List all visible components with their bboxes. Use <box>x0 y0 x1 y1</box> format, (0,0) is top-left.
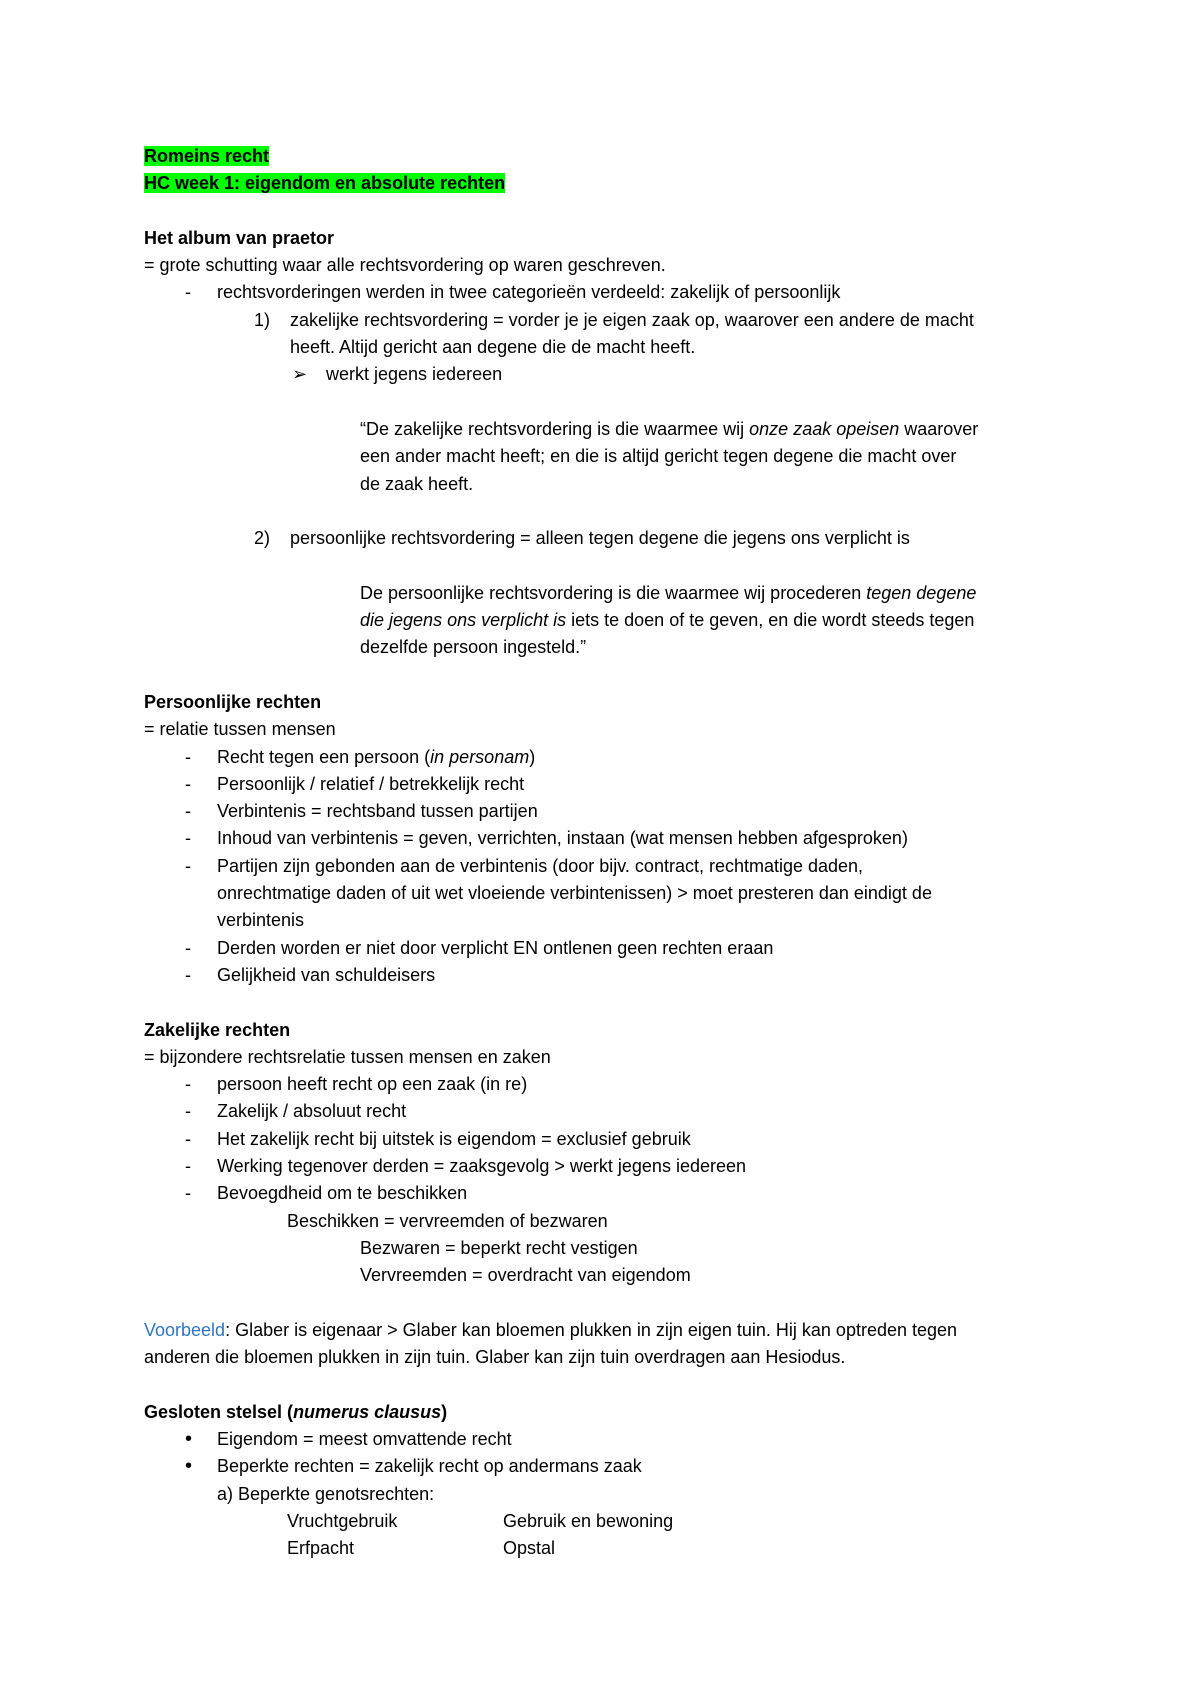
table-row: Vruchtgebruik Gebruik en bewoning <box>287 1510 674 1531</box>
dash-marker: - <box>185 1101 191 1122</box>
section-definition: = grote schutting waar alle rechtsvordering op waren geschreven. <box>144 255 666 276</box>
list-item: - Gelijkheid van schuldeisers <box>144 962 1064 989</box>
sub-heading: a) Beperkte genotsrechten: <box>217 1483 435 1504</box>
dash-marker: - <box>185 1128 191 1149</box>
dash-marker: - <box>185 855 191 876</box>
list-item: - Bevoegdheid om te beschikken <box>144 1180 1064 1207</box>
quote-line: “De zakelijke rechtsvordering is die waarmee wij onze zaak opeisen waarover <box>360 418 979 439</box>
list-item: - Werking tegenover derden = zaaksgevolg > werkt jegens iedereen <box>144 1153 1064 1180</box>
sub-item: Beschikken = vervreemden of bezwaren <box>287 1210 608 1231</box>
dash-marker: - <box>185 773 191 794</box>
section-heading-zakelijke: Zakelijke rechten <box>144 1019 291 1040</box>
sub-sub-item: Bezwaren = beperkt recht vestigen <box>360 1237 638 1258</box>
list-item-cont: onrechtmatige daden of uit wet vloeiende verbintenissen) > moet presteren dan eindigt de <box>217 883 932 904</box>
dash-marker: - <box>185 964 191 985</box>
list-item: - Zakelijk / absoluut recht <box>144 1098 1064 1125</box>
bullet-item: • Beperkte rechten = zakelijk recht op andermans zaak <box>144 1453 1064 1480</box>
list-item: - Derden worden er niet door verplicht EN ontlenen geen rechten eraan <box>144 935 1064 962</box>
section-heading-gesloten: Gesloten stelsel (numerus clausus) <box>144 1401 448 1422</box>
quote-line: De persoonlijke rechtsvordering is die waarmee wij procederen tegen degene <box>360 582 977 603</box>
quote-line: dezelfde persoon ingesteld.” <box>360 637 587 658</box>
section-definition: = bijzondere rechtsrelatie tussen mensen en zaken <box>144 1046 551 1067</box>
table-row: Erfpacht Opstal <box>287 1538 556 1559</box>
document-title: Romeins recht <box>144 146 270 166</box>
example-paragraph: Voorbeeld: Glaber is eigenaar > Glaber kan bloemen plukken in zijn eigen tuin. Hij kan optreden tegen <box>144 1319 958 1340</box>
dash-marker: - <box>185 746 191 767</box>
dash-marker: - <box>185 937 191 958</box>
sub-sub-item: Vervreemden = overdracht van eigendom <box>360 1265 691 1286</box>
list-item: - Recht tegen een persoon (in personam) <box>144 744 1064 771</box>
list-item: - Partijen zijn gebonden aan de verbintenis (door bijv. contract, rechtmatige daden, <box>144 853 1064 880</box>
numbered-item-2: 2) persoonlijke rechtsvordering = alleen tegen degene die jegens ons verplicht is <box>144 525 1064 552</box>
dash-marker: - <box>185 282 191 303</box>
list-item-cont: verbintenis <box>217 910 305 931</box>
list-item: - Verbintenis = rechtsband tussen partijen <box>144 798 1064 825</box>
number-marker: 2) <box>254 528 271 549</box>
list-item: - persoon heeft recht op een zaak (in re) <box>144 1071 1064 1098</box>
section-heading-album: Het album van praetor <box>144 227 335 248</box>
arrow-bullet-icon: ➢ <box>292 364 308 385</box>
bullet-item: • Eigendom = meest omvattende recht <box>144 1426 1064 1453</box>
document-page <box>144 143 1064 1562</box>
dash-marker: - <box>185 1074 191 1095</box>
quote-line: die jegens ons verplicht is iets te doen of te geven, en die wordt steeds tegen <box>360 610 975 631</box>
list-item: - rechtsvorderingen werden in twee categorieën verdeeld: zakelijk of persoonlijk <box>144 279 1064 306</box>
quote-line: een ander macht heeft; en die is altijd gericht tegen degene die macht over <box>360 446 957 467</box>
list-item: - Inhoud van verbintenis = geven, verrichten, instaan (wat mensen hebben afgesproken) <box>144 825 1064 852</box>
example-paragraph-cont: anderen die bloemen plukken in zijn tuin. Glaber kan zijn tuin overdragen aan Hesiodus. <box>144 1347 846 1368</box>
dash-marker: - <box>185 828 191 849</box>
numbered-item-1-cont: heeft. Altijd gericht aan degene die de macht heeft. <box>290 337 696 358</box>
number-marker: 1) <box>254 309 271 330</box>
dash-marker: - <box>185 1155 191 1176</box>
dash-marker: - <box>185 801 191 822</box>
numbered-item-1: 1) zakelijke rechtsvordering = vorder je je eigen zaak op, waarover een andere de macht <box>144 307 1064 334</box>
bullet-icon: • <box>185 1455 193 1478</box>
document-subtitle: HC week 1: eigendom en absolute rechten <box>144 173 506 194</box>
quote-line: de zaak heeft. <box>360 473 474 494</box>
dash-marker: - <box>185 1183 191 1204</box>
list-item: - Het zakelijk recht bij uitstek is eigendom = exclusief gebruik <box>144 1126 1064 1153</box>
section-heading-persoonlijke: Persoonlijke rechten <box>144 691 322 712</box>
arrow-item: ➢ werkt jegens iedereen <box>144 361 1064 388</box>
list-item: - Persoonlijk / relatief / betrekkelijk recht <box>144 771 1064 798</box>
section-definition: = relatie tussen mensen <box>144 719 336 740</box>
bullet-icon: • <box>185 1427 193 1450</box>
example-label: Voorbeeld <box>144 1319 226 1340</box>
